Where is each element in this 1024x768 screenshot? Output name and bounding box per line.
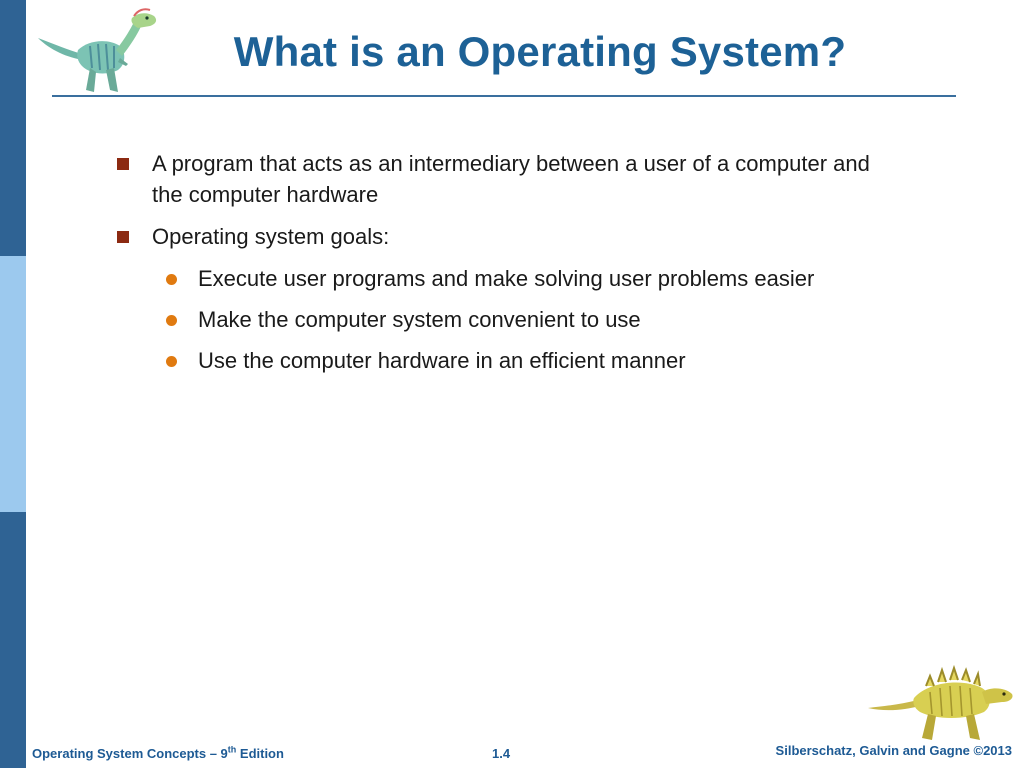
title-divider [52, 95, 956, 97]
footer-book-title-superscript: th [227, 744, 237, 755]
footer-copyright: Silberschatz, Galvin and Gagne ©2013 [775, 743, 1012, 758]
round-bullet-icon [166, 315, 177, 326]
left-bar-bottom-segment [0, 512, 26, 768]
bullet-item [116, 148, 876, 210]
slide-number: 1.4 [492, 746, 511, 761]
sub-bullet-item [116, 263, 876, 294]
dinosaur-bottom-icon [866, 658, 1016, 746]
square-bullet-icon [117, 231, 129, 243]
sub-bullet-item [116, 304, 876, 335]
bullet-list [116, 148, 876, 386]
left-bar-middle-segment [0, 256, 26, 512]
left-accent-bar [0, 0, 26, 768]
round-bullet-icon [166, 356, 177, 367]
footer-book-title-prefix: Operating System Concepts – 9 [32, 746, 228, 761]
bullet-text: A program that acts as an intermediary between a user of a computer and the computer hardware [152, 151, 870, 207]
dinosaur-top-icon [34, 6, 164, 98]
square-bullet-icon [117, 158, 129, 170]
sub-bullet-item [116, 345, 876, 376]
footer-book-title [32, 746, 284, 761]
footer-book-title-suffix: Edition [236, 746, 284, 761]
sub-bullet-text: Use the computer hardware in an efficient manner [198, 348, 686, 373]
sub-bullet-text: Make the computer system convenient to use [198, 307, 641, 332]
left-bar-top-segment [0, 0, 26, 256]
sub-bullet-text: Execute user programs and make solving user problems easier [198, 266, 815, 291]
slide-title: What is an Operating System? [233, 28, 847, 75]
bullet-text: Operating system goals: [152, 224, 390, 249]
bullet-item [116, 221, 876, 252]
round-bullet-icon [166, 274, 177, 285]
